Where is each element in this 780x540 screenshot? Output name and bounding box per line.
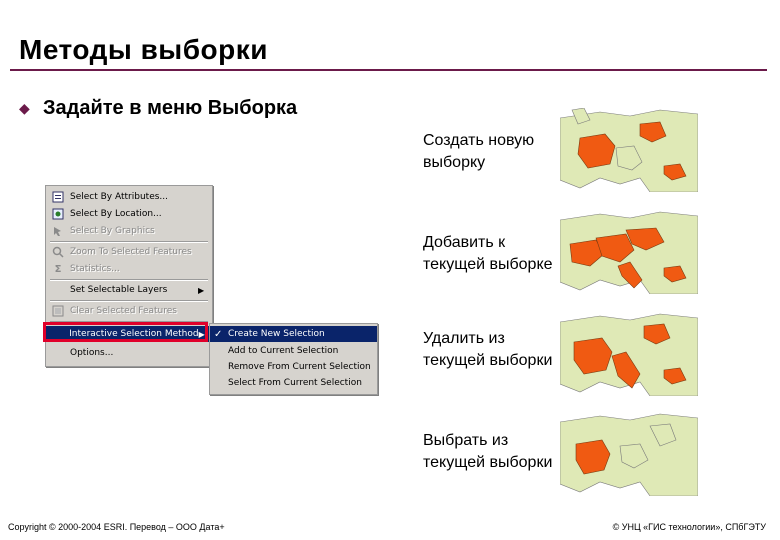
caption-add-to-selection: Добавить к текущей выборке [423, 234, 553, 273]
europe-map-select-from-selection [560, 412, 698, 496]
page-title: Методы выборки [19, 34, 268, 65]
menu-item-select-by-location[interactable] [46, 206, 212, 222]
menu-item-clear-selected[interactable] [46, 303, 212, 319]
menu-item-statistics[interactable] [46, 261, 212, 277]
bullet-text: Задайте в меню Выборка [43, 96, 298, 119]
submenu-item-label: Create New Selection [228, 329, 325, 339]
menu-item-label: Options... [70, 348, 114, 358]
submenu-item-add-to-current[interactable] [210, 343, 377, 359]
menu-item-select-by-graphics[interactable] [46, 223, 212, 239]
menu-item-label: Interactive Selection Method [69, 329, 199, 339]
menu-item-zoom-to-selected[interactable] [46, 244, 212, 260]
submenu-arrow-icon: ▶ [198, 285, 205, 295]
highlight-outline [43, 322, 208, 342]
menu-separator [50, 279, 208, 281]
europe-map-remove-selection [560, 312, 698, 396]
menu-item-label: Select By Location... [70, 209, 162, 219]
submenu-item-label: Add to Current Selection [228, 346, 339, 356]
menu-item-label: Select By Attributes... [70, 192, 168, 202]
europe-map-add-selection [560, 210, 698, 294]
diamond-bullet-icon: ◆ [19, 100, 30, 116]
menu-item-label: Set Selectable Layers [70, 285, 168, 295]
menu-item-label: Statistics... [70, 264, 120, 274]
zoom-to-selected-icon [51, 246, 65, 258]
menu-item-label: Select By Graphics [70, 226, 155, 236]
menu-item-set-selectable-layers[interactable] [46, 282, 212, 298]
submenu-item-label: Remove From Current Selection [228, 362, 371, 372]
checkmark-icon: ✓ [214, 328, 223, 340]
bullet-item [19, 95, 297, 121]
sigma-icon: Σ [54, 263, 62, 275]
menu-separator [50, 241, 208, 243]
submenu-item-remove-from-current[interactable] [210, 359, 377, 375]
europe-map-new-selection [560, 108, 698, 192]
caption-remove-from-selection: Удалить из текущей выборки [423, 330, 553, 369]
menu-separator [50, 300, 208, 302]
select-by-graphics-icon [51, 225, 65, 237]
footer-organization: © УНЦ «ГИС технологии», СПбГЭТУ [612, 522, 766, 532]
title-divider [10, 69, 767, 71]
select-by-location-icon [51, 208, 65, 220]
clear-selection-icon [51, 305, 65, 317]
submenu-item-create-new-selection[interactable] [210, 326, 377, 342]
submenu-item-select-from-current[interactable] [210, 375, 377, 391]
caption-new-selection: Создать новую выборку [423, 132, 535, 171]
interactive-selection-submenu [209, 323, 378, 395]
select-by-attributes-icon [51, 191, 65, 203]
menu-item-label: Zoom To Selected Features [70, 247, 192, 257]
footer-copyright: Copyright © 2000-2004 ESRI. Перевод – ООО Дата+ [8, 522, 225, 532]
submenu-item-label: Select From Current Selection [228, 378, 362, 388]
menu-item-label: Clear Selected Features [70, 306, 177, 316]
caption-select-from-selection: Выбрать из текущей выборки [423, 432, 553, 471]
menu-item-options[interactable] [46, 345, 212, 361]
menu-item-select-by-attributes[interactable] [46, 189, 212, 205]
submenu-arrow-icon: ▶ [198, 329, 205, 339]
